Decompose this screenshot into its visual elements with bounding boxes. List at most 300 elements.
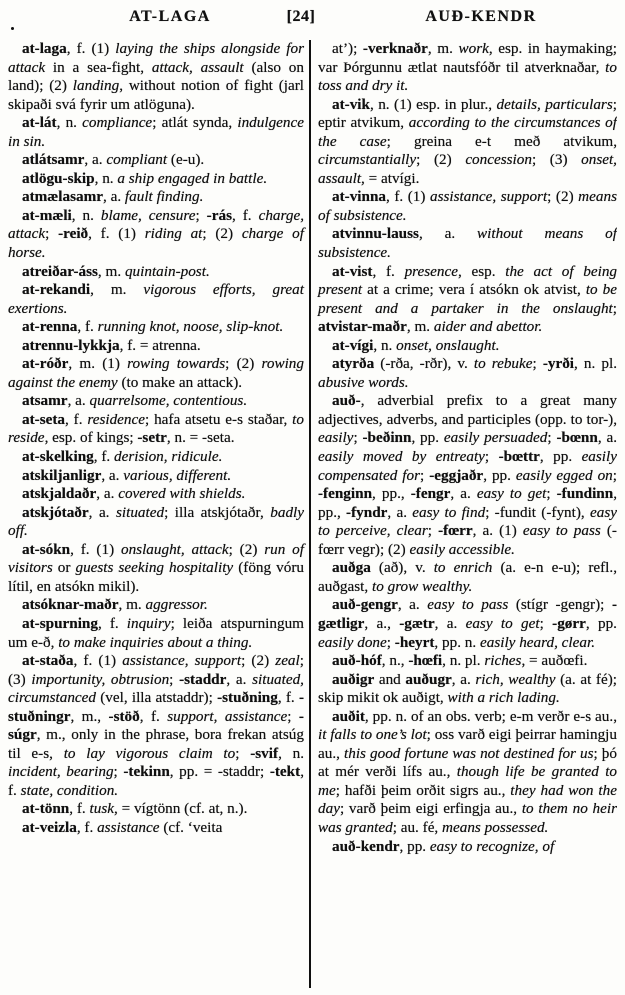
- text-run: ;: [546, 485, 557, 503]
- gloss-italic: tusk: [89, 800, 114, 818]
- text-run: ; (2): [241, 652, 276, 670]
- text-run: , pp.: [399, 837, 430, 855]
- text-run: , f.: [65, 410, 88, 428]
- dictionary-entry: [318, 40, 617, 96]
- headword: at-laga: [22, 40, 67, 57]
- gloss-italic: zeal: [275, 652, 300, 670]
- gloss-italic: easy to perceive, clear: [318, 503, 617, 540]
- gloss-italic: compliant: [106, 151, 168, 169]
- text-run: ; oss varð eigi þeirrar hamingju au.,: [318, 726, 617, 762]
- dictionary-entry: [8, 615, 304, 652]
- text-run: (e-u).: [167, 151, 205, 169]
- headword: -verknaðr: [362, 40, 428, 57]
- text-run: (-rða, -rðr), v.: [374, 355, 474, 373]
- dictionary-entry: [8, 40, 304, 114]
- text-run: (a. e-n e-u); refl., auðgast,: [318, 559, 617, 595]
- gloss-italic: quarrelsome, contentious.: [89, 392, 248, 410]
- text-run: , a.: [102, 188, 125, 206]
- dictionary-entry: [318, 652, 617, 671]
- text-run: ;: [612, 466, 617, 484]
- dictionary-entry: [8, 467, 304, 486]
- text-run: ; au. fé,: [392, 818, 443, 836]
- gloss-italic: assistance, support: [122, 652, 242, 670]
- headword: -yrði: [542, 355, 575, 373]
- gloss-italic: badly off.: [8, 503, 304, 540]
- text-run: , pp.,: [372, 485, 411, 503]
- gloss-italic: riches: [484, 652, 522, 670]
- dictionary-entry: [318, 337, 617, 356]
- headword: auðugr: [405, 670, 452, 688]
- gloss-italic: easily heard, clear.: [479, 633, 595, 651]
- text-run: ; (2): [547, 188, 579, 206]
- dictionary-entry: [318, 671, 617, 708]
- gloss-italic: residence: [87, 410, 145, 428]
- gloss-italic: concession: [465, 151, 532, 169]
- gloss-italic: to be present and a partaker in the onslaught: [318, 281, 617, 317]
- text-run: (a. at fé); skip mikit ok auðigt,: [318, 670, 617, 707]
- text-run: , n.,: [381, 652, 409, 670]
- headword: -rás: [206, 206, 232, 224]
- headword: -reið: [58, 225, 89, 243]
- dictionary-entry: [8, 263, 304, 282]
- headword: auðga: [332, 559, 371, 577]
- headword: -hœfi: [408, 652, 443, 670]
- text-run: , f.: [69, 800, 90, 818]
- gloss-italic: it falls to one’s lot: [318, 726, 427, 744]
- gloss-italic: the act of being present: [318, 262, 617, 299]
- text-run: (to make an attack).: [117, 373, 243, 391]
- gloss-italic: circumstantially: [318, 151, 417, 169]
- text-run: , = auðœfi.: [521, 652, 588, 670]
- header-right-keyword: AUÐ-KENDR: [425, 8, 537, 25]
- headword: -bœttr: [498, 448, 540, 466]
- headword: auð-kendr: [332, 837, 400, 855]
- gloss-italic: onslaught, attack: [120, 540, 229, 558]
- gloss-italic: onset, assault: [318, 151, 617, 187]
- gloss-italic: easily moved by entreaty: [318, 448, 485, 466]
- dictionary-entry: [8, 281, 304, 318]
- gloss-italic: compliance: [82, 114, 153, 132]
- headword: atskjótaðr: [22, 503, 89, 521]
- text-run: , pp.: [483, 466, 516, 484]
- dictionary-entry: [8, 318, 304, 337]
- headword: -setr: [137, 429, 167, 447]
- headword: -fyndr: [346, 503, 388, 521]
- text-run: , esp. of kings;: [44, 429, 138, 447]
- headword: -eggjaðr: [429, 466, 484, 484]
- text-run: (stígr -gengr);: [508, 596, 612, 614]
- headword: -gætligr: [318, 596, 617, 632]
- headword: auðigr: [332, 670, 375, 688]
- text-run: ;: [45, 225, 59, 243]
- text-run: ; (2): [228, 540, 265, 558]
- text-run: , n.: [373, 336, 397, 354]
- dictionary-entry: [8, 114, 304, 151]
- headword: at-sókn: [22, 540, 71, 558]
- text-run: , m.,: [70, 707, 109, 725]
- text-run: ; eptir atvikum,: [318, 95, 617, 132]
- gloss-italic: landing: [72, 77, 120, 95]
- headword: -bœnn: [556, 429, 598, 447]
- gloss-italic: to make inquiries about a thing.: [58, 633, 253, 651]
- headword: at-staða: [22, 652, 74, 670]
- headword: at-lát: [22, 114, 57, 132]
- gloss-italic: to grow wealthy.: [372, 577, 473, 595]
- dictionary-entry: [318, 188, 617, 225]
- text-run: , m.: [427, 40, 459, 57]
- text-run: , n.: [71, 206, 101, 224]
- gloss-italic: details, particulars: [496, 95, 613, 113]
- gloss-italic: work: [458, 40, 489, 57]
- dictionary-entry: [8, 355, 304, 392]
- headword: atskjaldaðr: [22, 485, 97, 503]
- gloss-italic: though life be granted to me: [318, 763, 617, 799]
- headword: -stöð: [108, 707, 140, 725]
- headword: -beðinn: [362, 429, 412, 447]
- text-run: ;: [169, 670, 180, 688]
- dictionary-entry: [8, 207, 304, 263]
- headword: auð-hóf: [332, 652, 382, 670]
- gloss-italic: run of visitors: [8, 540, 304, 577]
- text-run: , pp.,: [318, 485, 617, 521]
- text-run: , f.: [372, 262, 405, 280]
- gloss-italic: blame, censure: [100, 206, 196, 224]
- text-run: , a.: [450, 485, 477, 503]
- headword: atrennu-lykkja: [22, 336, 120, 354]
- text-run: , n. pl.: [442, 652, 485, 670]
- ink-speck: [11, 27, 14, 30]
- gloss-italic: this good fortune was not destined for us: [344, 744, 594, 762]
- text-run: , m.: [406, 318, 434, 336]
- text-run: , a.: [434, 614, 466, 632]
- text-run: ; (3): [8, 652, 304, 688]
- text-run: , a.: [451, 670, 476, 688]
- text-run: ;: [353, 429, 363, 447]
- gloss-italic: easily compensated for: [318, 448, 617, 484]
- gloss-italic: a ship engaged in battle.: [117, 169, 268, 187]
- headword: at-vist: [332, 262, 373, 280]
- text-run: , f. (1): [88, 225, 145, 243]
- text-run: , a.: [418, 225, 478, 243]
- text-run: ;: [539, 614, 553, 632]
- gloss-italic: to reside: [8, 410, 304, 447]
- text-run: ; illa atskjótaðr,: [164, 503, 271, 521]
- headword: at-vinna: [332, 188, 387, 206]
- gloss-italic: easy to recognize, of: [429, 837, 555, 855]
- text-run: , n. pl.: [574, 355, 617, 373]
- headword: -gørr: [552, 614, 586, 632]
- headword: at-renna: [22, 318, 78, 336]
- headword: -súgr: [8, 707, 304, 744]
- left-column: [8, 40, 309, 990]
- page-number: [24]: [286, 8, 316, 25]
- text-run: ; hafði þeim orðit sigrs au.,: [335, 781, 511, 799]
- text-run: , a.: [84, 151, 107, 169]
- text-run: or: [52, 559, 76, 577]
- gloss-italic: aggressor.: [145, 596, 208, 614]
- text-run: , f.: [8, 763, 304, 799]
- text-run: (vel, illa atstaddr);: [96, 689, 218, 707]
- dictionary-entry: [318, 596, 617, 652]
- text-run: , a.: [96, 485, 119, 503]
- gloss-italic: various, different.: [123, 466, 232, 484]
- text-run: ;: [235, 744, 251, 762]
- text-run: , f. (1): [386, 188, 430, 206]
- text-run: , = vígtönn (cf. at, n.).: [113, 800, 248, 818]
- gloss-italic: assistance, support: [429, 188, 548, 206]
- text-run: at a crime; vera í atsókn ok atvist,: [362, 281, 586, 299]
- text-run: , m.: [97, 262, 125, 280]
- dictionary-entry: [8, 188, 304, 207]
- dictionary-entry: [318, 838, 617, 857]
- headword: at-veizla: [22, 818, 77, 836]
- headword: atsamr: [22, 392, 68, 410]
- text-run: , esp. in haymaking; var Þórgunnu ætlat nautsfóðr til atverknaðar,: [318, 40, 617, 76]
- headword: at-mæli: [22, 206, 72, 224]
- text-run: (also on land); (2): [8, 58, 304, 95]
- headword: auð-: [332, 392, 361, 410]
- gloss-italic: situated, circumstanced: [8, 670, 304, 707]
- gloss-italic: easy to pass: [522, 522, 601, 540]
- gloss-italic: to them no heir was granted: [318, 800, 617, 836]
- text-run: , adverbial prefix to a great many adjectives, adverbs, and participles (opp. to tor-),: [318, 392, 617, 428]
- headword: atvistar-maðr: [318, 318, 407, 336]
- text-run: in a sea-fight,: [45, 58, 152, 76]
- gloss-italic: easily: [318, 429, 354, 447]
- gloss-italic: running knot, noose, slip-knot.: [97, 318, 284, 336]
- dictionary-entry: [318, 96, 617, 189]
- gloss-italic: charge of horse.: [8, 225, 304, 262]
- headword: -fenginn: [318, 485, 373, 503]
- headword: at-spurning: [22, 614, 98, 632]
- gloss-italic: charge, attack: [8, 206, 304, 243]
- headword: -fundinn: [556, 485, 614, 503]
- gloss-italic: incident, bearing: [8, 763, 114, 781]
- text-run: , pp.: [539, 448, 582, 466]
- text-run: ; hafa atsetu e-s staðar,: [145, 410, 293, 428]
- headword: auð-gengr: [332, 596, 398, 614]
- headword: -svif: [250, 744, 279, 762]
- text-run: (föng vóru lítil, en atsókn mikil).: [8, 559, 304, 595]
- dictionary-entry: [318, 263, 617, 337]
- text-run: , f.: [77, 318, 98, 336]
- text-run: , n.: [278, 744, 305, 762]
- gloss-italic: indulgence in sin.: [8, 114, 304, 150]
- gloss-italic: riding at: [144, 225, 203, 243]
- text-run: , a.: [67, 392, 90, 410]
- text-run: , a.: [88, 503, 116, 521]
- text-run: , a.: [597, 429, 617, 447]
- headword: at-vígi: [332, 336, 374, 354]
- dictionary-entry: [8, 411, 304, 448]
- gloss-italic: quintain-post.: [124, 262, 210, 280]
- text-run: , m. (1): [68, 355, 128, 373]
- text-run: (cf. ‘veita: [159, 818, 223, 836]
- text-run: ; þó at mér verði lífs au.,: [318, 744, 617, 781]
- dictionary-entry: [8, 151, 304, 170]
- text-run: , n.: [94, 169, 118, 187]
- right-column: [311, 40, 617, 990]
- text-run: ; leiða atspurningum um e-ð,: [8, 614, 305, 651]
- text-run: at’);: [332, 40, 363, 57]
- text-run: ; (3): [531, 151, 582, 169]
- headword: -gætr: [399, 614, 435, 632]
- text-run: ; (2): [225, 355, 262, 373]
- gloss-italic: fault finding.: [124, 188, 204, 206]
- text-run: (-fœrr vegr); (2): [318, 522, 617, 558]
- headword: -stuðningr: [8, 689, 304, 725]
- text-run: , a.: [101, 466, 124, 484]
- page-header: [0, 8, 625, 30]
- text-run: , a.,: [364, 614, 400, 632]
- gloss-italic: laying the ships alongside for attack: [8, 40, 304, 76]
- gloss-italic: to lay vigorous claim to: [63, 744, 236, 762]
- headword: atskiljanligr: [22, 466, 102, 484]
- dictionary-entry: [8, 541, 304, 597]
- headword: atyrða: [332, 355, 375, 373]
- gloss-italic: onset, onslaught.: [396, 336, 500, 354]
- headword: auðit: [332, 707, 365, 725]
- text-run: , a. (1): [472, 522, 523, 540]
- headword: -staddr: [179, 670, 227, 688]
- gloss-italic: inquiry: [126, 614, 171, 632]
- gloss-italic: abusive words.: [318, 373, 409, 391]
- text-run: ; (2): [202, 225, 242, 243]
- dictionary-entry: [318, 559, 617, 596]
- text-run: , f.: [93, 448, 114, 466]
- text-run: , pp.: [585, 614, 617, 632]
- headword: at-vik: [332, 95, 370, 113]
- text-run: , pp. n. of an obs. verb; e-m verðr e-s au.,: [364, 707, 617, 725]
- gloss-italic: easily done: [318, 633, 387, 651]
- text-run: , f.: [76, 818, 98, 836]
- text-run: ;: [287, 707, 299, 725]
- headword: at-skelking: [22, 448, 94, 466]
- gloss-italic: easily accessible.: [409, 540, 515, 558]
- dictionary-entry: [8, 819, 304, 838]
- headword: -fengr: [410, 485, 451, 503]
- dictionary-entry: [8, 170, 304, 189]
- text-run: ;: [113, 763, 124, 781]
- headword: atmælasamr: [22, 188, 103, 206]
- text-run: ; greina e-t með atvikum,: [386, 132, 617, 150]
- dictionary-entry: [8, 392, 304, 411]
- gloss-italic: state, condition.: [20, 781, 119, 799]
- text-run: (að), v.: [370, 559, 434, 577]
- gloss-italic: rich, wealthy: [475, 670, 556, 688]
- text-run: ; varð þeim eigi erfingja au.,: [339, 800, 522, 818]
- text-run: , pp. n.: [434, 633, 480, 651]
- dictionary-entry: [8, 800, 304, 819]
- header-left-keyword: AT-LAGA: [129, 8, 211, 25]
- gloss-italic: means possessed.: [442, 818, 549, 836]
- headword: atreiðar-áss: [22, 262, 98, 280]
- text-run: , = atvígi.: [361, 169, 420, 187]
- text-run: , f.: [97, 614, 127, 632]
- dictionary-entry: [8, 504, 304, 541]
- text-run: , f. (1): [70, 540, 121, 558]
- dictionary-entry: [8, 337, 304, 356]
- gloss-italic: assistance: [97, 818, 160, 836]
- gloss-italic: with a rich lading.: [447, 689, 560, 707]
- text-run: , n. = -seta.: [166, 429, 235, 447]
- text-run: , m., only in the phrase, bora frekan atsúg til e-s,: [8, 726, 304, 762]
- gloss-italic: easy to get: [465, 614, 540, 632]
- gloss-italic: importunity, obtrusion: [31, 670, 170, 688]
- gloss-italic: presence: [404, 262, 458, 280]
- text-run: ;: [420, 466, 430, 484]
- dictionary-entry: [8, 652, 304, 800]
- dictionary-entry: [8, 448, 304, 467]
- text-run: , esp.: [457, 262, 506, 280]
- headword: -stuðning: [217, 689, 278, 707]
- dictionary-entry: [318, 355, 617, 392]
- text-run: , a.: [397, 596, 428, 614]
- gloss-italic: easily egged on: [515, 466, 613, 484]
- dictionary-entry: [318, 225, 617, 262]
- gloss-italic: rowing towards: [127, 355, 226, 373]
- headword: atsóknar-maðr: [22, 596, 119, 614]
- text-run: , pp.: [411, 429, 444, 447]
- headword: atvinnu-lauss: [332, 225, 419, 243]
- text-run: , without notion of fight (jarl skipaði svá fyrir um atlöguna).: [8, 77, 304, 113]
- text-run: , f. (1): [73, 652, 123, 670]
- gloss-italic: attack, assault: [151, 58, 244, 76]
- text-run: ;: [427, 522, 439, 540]
- gloss-italic: derision, ridicule.: [113, 448, 223, 466]
- text-run: , f.: [277, 689, 299, 707]
- text-run: ;: [484, 448, 499, 466]
- dictionary-entry: [318, 708, 617, 838]
- text-run: , f. (1): [66, 40, 116, 57]
- headword: atlögu-skip: [22, 169, 95, 187]
- gloss-italic: support, assistance: [167, 707, 288, 725]
- text-run: , f.: [139, 707, 168, 725]
- gloss-italic: easily persuaded: [443, 429, 548, 447]
- gloss-italic: to toss and dry it.: [318, 58, 617, 95]
- text-columns: [8, 40, 617, 990]
- gloss-italic: covered with shields.: [118, 485, 246, 503]
- headword: at-tönn: [22, 800, 70, 818]
- text-run: , a.: [387, 503, 413, 521]
- text-run: , a.: [226, 670, 253, 688]
- gloss-italic: to enrich: [433, 559, 493, 577]
- text-run: ;: [195, 206, 207, 224]
- gloss-italic: aider and abettor.: [433, 318, 543, 336]
- text-run: , f.: [231, 206, 259, 224]
- text-run: ;: [386, 633, 395, 651]
- gloss-italic: they had won the day: [318, 781, 617, 818]
- gloss-italic: rowing against the enemy: [8, 355, 304, 391]
- text-run: ; atlát synda,: [152, 114, 238, 132]
- gloss-italic: situated: [115, 503, 165, 521]
- gloss-italic: according to the circumstances of the case: [318, 114, 617, 150]
- headword: at-rekandi: [22, 281, 91, 299]
- gloss-italic: vigorous efforts, great exertions.: [8, 281, 304, 317]
- text-run: , n. (1) esp. in plur.,: [369, 95, 497, 113]
- text-run: , f. = atrenna.: [119, 336, 201, 354]
- text-run: , pp. = -staddr;: [169, 763, 270, 781]
- gloss-italic: easy to get: [476, 485, 547, 503]
- dictionary-entry: [8, 596, 304, 615]
- gloss-italic: without means of subsistence.: [318, 225, 617, 262]
- headword: at-róðr: [22, 355, 69, 373]
- text-run: ;: [547, 429, 557, 447]
- headword: atlátsamr: [22, 151, 85, 169]
- text-run: , m.: [118, 596, 146, 614]
- gloss-italic: means of subsistence.: [318, 188, 617, 224]
- headword: -fœrr: [438, 522, 473, 540]
